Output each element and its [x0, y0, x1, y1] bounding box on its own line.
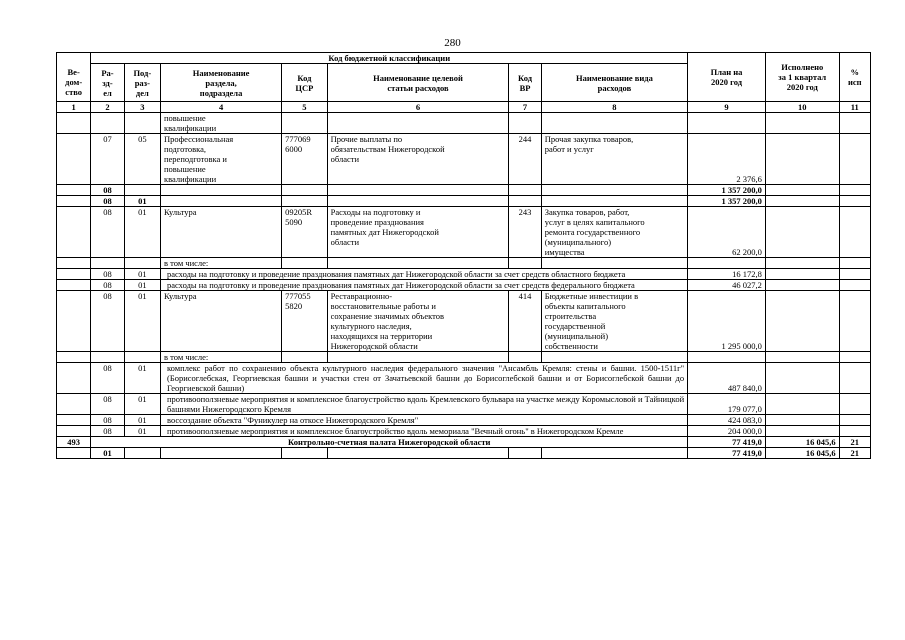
col-number: 9 — [688, 102, 766, 113]
row-razd: 08 — [91, 269, 124, 280]
header-vr-name: Наименование вида расходов — [541, 64, 687, 102]
col-number: 10 — [765, 102, 839, 113]
row-csr-name: Прочие выплаты по обязательствам Нижегородской области — [327, 134, 509, 185]
row-razd: 08 — [91, 415, 124, 426]
row-plan: 46 027,2 — [688, 280, 766, 291]
row-razd: 07 — [91, 134, 124, 185]
row-plan: 1 295 000,0 — [688, 291, 766, 352]
table-row — [57, 415, 871, 426]
row-csr-name: Реставрационно- восстановительные работы и сохранение значимых объектов культурного наследия, находящихся на территории Нижегородской области — [327, 291, 509, 352]
row-podrazd: 01 — [124, 363, 160, 394]
header-spacer — [57, 53, 91, 64]
table-row — [57, 437, 871, 448]
row-name: в том числе: — [160, 352, 281, 363]
row-name: Профессиональная подготовка, переподготовка и повышение квалификации — [160, 134, 281, 185]
row-plan: 2 376,6 — [688, 134, 766, 185]
col-number: 5 — [282, 102, 327, 113]
header-podrazd: Под- раз- дел — [124, 64, 160, 102]
row-text: комплекс работ по сохранению объекта культурного наследия федерального значения "Ансамбль Кремля: стены и башни. 1500-1511г" (Борисоглебская, Георгиевская башни и участки стен от Зачатьевской башни до Борисоглебской башни и от Борисоглебской башни до Георгиевской башни) — [160, 363, 687, 394]
header-plan: План на 2020 год — [688, 53, 766, 102]
row-name: Культура — [160, 207, 281, 258]
row-razd: 08 — [91, 394, 124, 415]
row-plan: 487 840,0 — [688, 363, 766, 394]
table-row — [57, 258, 871, 269]
row-pct: 21 — [839, 437, 870, 448]
row-plan: 16 172,8 — [688, 269, 766, 280]
table-row — [57, 185, 871, 196]
row-name: в том числе: — [160, 258, 281, 269]
header-pct: % исп — [839, 53, 870, 102]
col-number: 6 — [327, 102, 509, 113]
row-plan: 424 083,0 — [688, 415, 766, 426]
budget-table — [56, 52, 871, 459]
row-csr: 777055 5820 — [282, 291, 327, 352]
row-vr: 243 — [509, 207, 541, 258]
table-row — [57, 363, 871, 394]
header-number-row — [57, 102, 871, 113]
row-name: Культура — [160, 291, 281, 352]
row-plan: 62 200,0 — [688, 207, 766, 258]
row-plan: 1 357 200,0 — [688, 185, 766, 196]
row-ved: 493 — [57, 437, 91, 448]
col-number: 4 — [160, 102, 281, 113]
row-razd: 01 — [91, 448, 124, 459]
row-csr: 777069 6000 — [282, 134, 327, 185]
row-isp: 16 045,6 — [765, 448, 839, 459]
row-razd: 08 — [91, 291, 124, 352]
row-text: противооползневые мероприятия и комплексное благоустройство вдоль Кремлевского бульвара на участке между Коромысловой и Тайницкой башнями Нижегородского Кремля — [160, 394, 687, 415]
row-podrazd: 01 — [124, 269, 160, 280]
table-row — [57, 269, 871, 280]
table-row — [57, 280, 871, 291]
header-isp: Исполнено за 1 квартал 2020 год — [765, 53, 839, 102]
row-org-name: Контрольно-счетная палата Нижегородской области — [91, 437, 688, 448]
row-vr-name: Бюджетные инвестиции в объекты капитального строительства государственной (муниципальной) собственности — [541, 291, 687, 352]
row-podrazd: 01 — [124, 291, 160, 352]
header-vr: Код ВР — [509, 64, 541, 102]
row-csr: 09205R 5090 — [282, 207, 327, 258]
header-kbk-group: Код бюджетной классификации — [91, 53, 688, 64]
table-row — [57, 134, 871, 185]
table-row — [57, 196, 871, 207]
row-podrazd: 01 — [124, 394, 160, 415]
header-row-top — [57, 53, 871, 64]
row-podrazd: 01 — [124, 196, 160, 207]
row-podrazd: 01 — [124, 280, 160, 291]
row-plan: 204 000,0 — [688, 426, 766, 437]
row-text: расходы на подготовку и проведение празднования памятных дат Нижегородской области за счет средств областного бюджета — [160, 269, 687, 280]
col-number: 11 — [839, 102, 870, 113]
row-vr: 244 — [509, 134, 541, 185]
row-plan: 179 077,0 — [688, 394, 766, 415]
row-isp: 16 045,6 — [765, 437, 839, 448]
row-razd: 08 — [91, 426, 124, 437]
header-csr-name: Наименование целевой статьи расходов — [327, 64, 509, 102]
row-plan: 77 419,0 — [688, 448, 766, 459]
row-vr: 414 — [509, 291, 541, 352]
col-number: 8 — [541, 102, 687, 113]
header-razd: Ра- зд- ел — [91, 64, 124, 102]
row-plan: 77 419,0 — [688, 437, 766, 448]
row-razd: 08 — [91, 207, 124, 258]
table-row — [57, 448, 871, 459]
col-number: 1 — [57, 102, 91, 113]
header-ved: Ве- дом- ство — [57, 64, 91, 102]
row-vr-name: Прочая закупка товаров, работ и услуг — [541, 134, 687, 185]
row-razd: 08 — [91, 185, 124, 196]
row-razd: 08 — [91, 280, 124, 291]
row-razd: 08 — [91, 196, 124, 207]
table-row — [57, 394, 871, 415]
col-number: 7 — [509, 102, 541, 113]
row-podrazd: 01 — [124, 415, 160, 426]
header-name: Наименование раздела, подраздела — [160, 64, 281, 102]
row-text: воссоздание объекта "Фуникулер на откосе Нижегородского Кремля" — [160, 415, 687, 426]
col-number: 3 — [124, 102, 160, 113]
row-podrazd: 01 — [124, 426, 160, 437]
row-pct: 21 — [839, 448, 870, 459]
row-csr-name: Расходы на подготовку и проведение празднования памятных дат Нижегородской области — [327, 207, 509, 258]
table-row — [57, 426, 871, 437]
row-podrazd: 01 — [124, 207, 160, 258]
row-text: противооползневые мероприятия и комплексное благоустройство вдоль мемориала "Вечный огонь" в Нижегородском Кремле — [160, 426, 687, 437]
row-text: расходы на подготовку и проведение празднования памятных дат Нижегородской области за счет средств федерального бюджета — [160, 280, 687, 291]
table-row — [57, 352, 871, 363]
page-number: 280 — [444, 37, 461, 49]
row-razd: 08 — [91, 363, 124, 394]
row-plan: 1 357 200,0 — [688, 196, 766, 207]
row-vr-name: Закупка товаров, работ, услуг в целях капитального ремонта государственного (муниципального) имущества — [541, 207, 687, 258]
row-name: повышение квалификации — [160, 113, 281, 134]
col-number: 2 — [91, 102, 124, 113]
row-podrazd: 05 — [124, 134, 160, 185]
table-row — [57, 207, 871, 258]
table-row — [57, 113, 871, 134]
header-csr: Код ЦСР — [282, 64, 327, 102]
table-row — [57, 291, 871, 352]
